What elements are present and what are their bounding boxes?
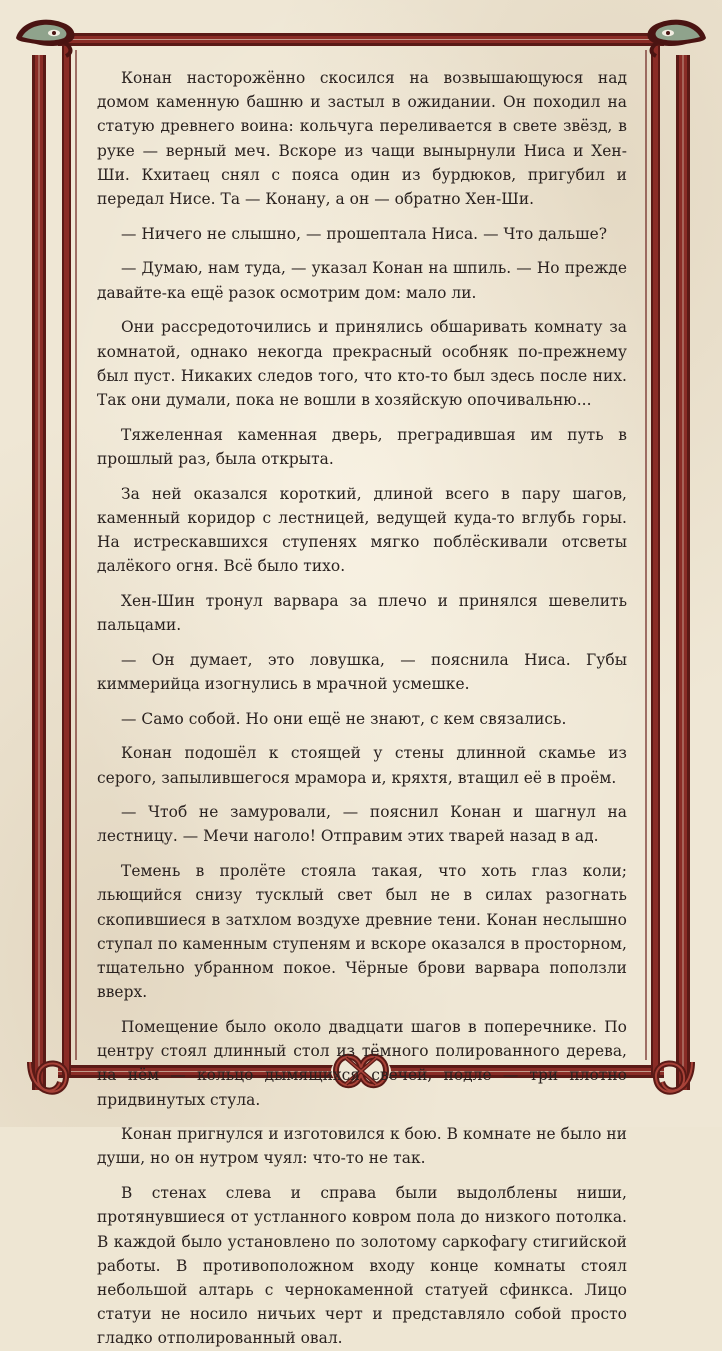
paragraph: — Чтоб не замуровали, — пояснил Конан и шагнул на лестницу. — Мечи наголо! Отправим этих тварей назад в ад. [97,803,627,846]
paragraph: Помещение было около двадцати шагов в поперечнике. По центру стоял длинный стол из тёмного полированного дерева, на нём — кольцо дымящихся свечей, подле — три плотно придвинутых стула. [97,1017,627,1109]
paragraph: В стенах слева и справа были выдолблены ниши, протянувшиеся от устланного ковром пола до низкого потолка. В каждой было установлено по золотому саркофагу стигийской работы. В противоположном входу конце комнаты стоял небольшой алтарь с чернокаменной статуей сфинкса. Лицо статуи не носило ничьих черт и представляло собой просто гладко отполированный овал. [97,1184,627,1348]
paragraph: Конан насторожённо скосился на возвышающуюся над домом каменную башню и застыл в ожидании. Он походил на статую древнего воина: кольчуга переливается в свете звёзд, в руке — верный меч. Вскоре из чащи вынырнули Ниса и Хен-Ши. Кхитаец снял с пояса один из бурдюков, пригубил и передал Нисе. Та — Конану, а он — обратно Хен-Ши. [97,69,627,209]
paragraph: — Само собой. Но они ещё не знают, с кем связались. [121,709,567,728]
paragraph: За ней оказался короткий, длиной всего в пару шагов, каменный коридор с лестницей, ведущей куда-то вглубь горы. На истрескавшихся ступенях мягко поблёскивали отсветы далёкого огня. Всё было тихо. [97,484,627,576]
paragraph: Хен-Шин тронул варвара за плечо и принялся шевелить пальцами. [97,591,627,635]
paragraph: — Думаю, нам туда, — указал Конан на шпиль. — Но прежде давайте-ка ещё разок осмотрим дом: мало ли. [97,259,627,302]
paragraph: — Ничего не слышно, — прошептала Ниса. — Что дальше? [121,224,608,243]
paragraph: Конан пригнулся и изготовился к бою. В комнате не было ни души, но он нутром чуял: что-то не так. [97,1125,627,1168]
paragraph: Они рассредоточились и принялись обшаривать комнату за комнатой, однако некогда прекрасный особняк по-прежнему был пуст. Никаких следов того, что кто-то был здесь после них. Так они думали, пока не вошли в хозяйскую опочивальню... [97,318,627,409]
paragraph: — Он думает, это ловушка, — пояснила Ниса. Губы киммерийца изогнулись в мрачной усмешке. [97,650,627,693]
paragraph: Конан подошёл к стоящей у стены длинной скамье из серого, запылившегося мрамора и, кряхтя, втащил её в проём. [97,744,627,787]
paragraph: Тяжеленная каменная дверь, преградившая им путь в прошлый раз, была открыта. [97,425,627,468]
story-text [97,66,627,1348]
paragraph: Темень в пролёте стояла такая, что хоть глаз коли; льющийся снизу тусклый свет был не в силах разогнать скопившиеся в затхлом воздухе древние тени. Конан неслышно ступал по каменным ступеням и вскоре оказался в просторном, тщательно убранном покое. Чёрные брови варвара поползли вверх. [97,862,627,1002]
